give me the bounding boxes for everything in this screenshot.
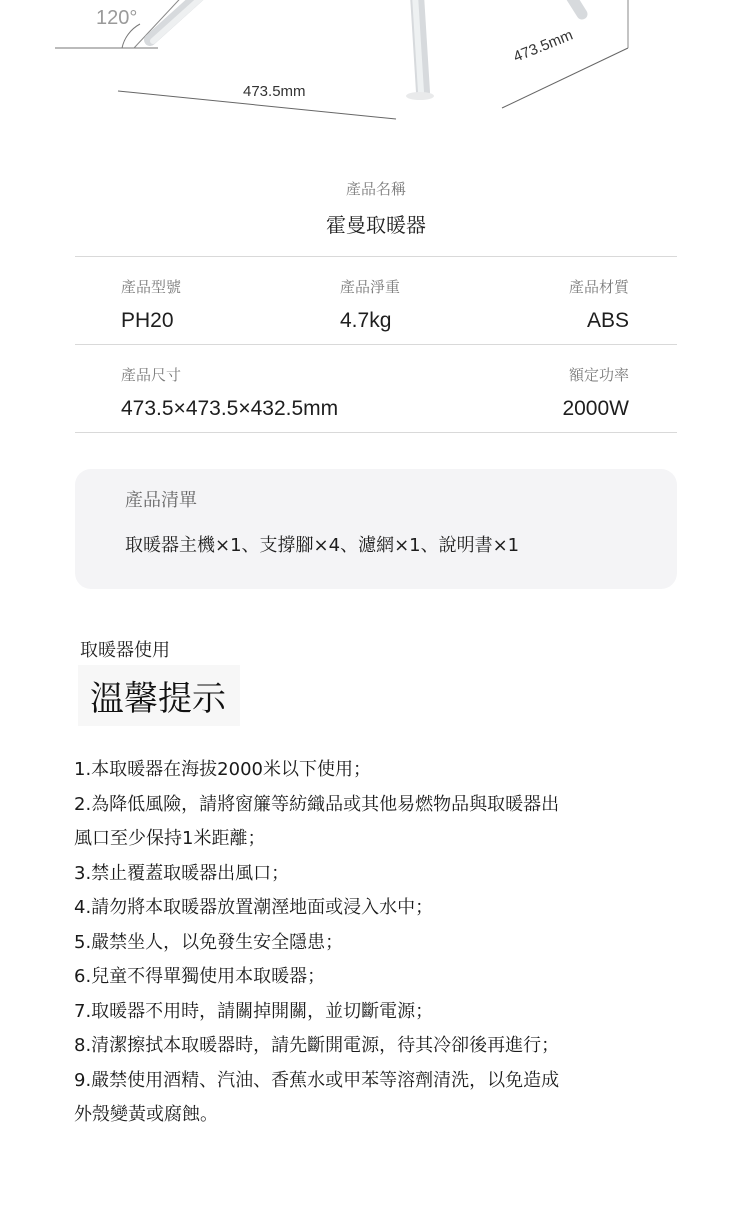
spec-weight-value: 4.7kg — [340, 309, 392, 332]
tips-title: 溫馨提示 — [78, 665, 240, 726]
angle-label: 120° — [96, 7, 138, 29]
spec-material-value: ABS — [586, 309, 629, 332]
tip-line: 風口至少保持1米距離； — [74, 828, 266, 849]
spec-model-value: PH20 — [121, 309, 174, 332]
tip-line: 4.請勿將本取暖器放置潮溼地面或浸入水中； — [74, 897, 434, 918]
spec-power-label: 額定功率 — [568, 366, 629, 384]
product-name-label: 產品名稱 — [345, 180, 406, 198]
tip-line: 7.取暖器不用時，請關掉開關，並切斷電源； — [74, 1000, 434, 1022]
spec-weight-label: 產品淨重 — [340, 278, 401, 296]
tips-subtitle: 取暖器使用 — [80, 640, 170, 661]
spec-power — [562, 364, 629, 421]
spec-size-label: 產品尺寸 — [121, 366, 182, 384]
spec-material-label: 產品材質 — [568, 278, 629, 296]
package-contents-title: 產品清單 — [125, 490, 197, 511]
tip-line: 8.清潔擦拭本取暖器時，請先斷開電源，待其冷卻後再進行； — [74, 1035, 560, 1056]
tip-line: 3.禁止覆蓋取暖器出風口； — [74, 862, 290, 884]
spec-table — [75, 178, 677, 433]
tip-line: 9.嚴禁使用酒精、汽油、香蕉水或甲苯等溶劑清洗，以免造成 — [74, 1069, 560, 1091]
spec-size-value: 473.5×473.5×432.5mm — [121, 397, 339, 420]
spec-power-value: 2000W — [562, 397, 629, 420]
spec-material — [569, 276, 629, 333]
spec-row — [75, 257, 677, 344]
divider — [75, 432, 677, 433]
depth-dimension-label: 473.5mm — [511, 26, 576, 66]
dimension-diagram — [0, 0, 750, 140]
package-contents-text: 取暖器主機×1、支撐腳×4、濾網×1、說明書×1 — [125, 535, 520, 556]
tip-line: 2.為降低風險，請將窗簾等紡織品或其他易燃物品與取暖器出 — [74, 793, 560, 815]
spec-model — [121, 276, 181, 333]
tip-line: 1.本取暖器在海拔2000米以下使用； — [74, 759, 371, 780]
spec-model-label: 產品型號 — [121, 278, 182, 296]
product-name-block — [75, 178, 677, 238]
tip-line: 外殼變黃或腐蝕。 — [74, 1104, 218, 1125]
tip-line: 6.兒童不得單獨使用本取暖器； — [74, 966, 326, 987]
spec-weight — [340, 276, 400, 333]
product-name-value: 霍曼取暖器 — [326, 213, 426, 237]
spec-size — [121, 364, 338, 421]
spec-row — [75, 345, 677, 432]
tip-line: 5.嚴禁坐人，以免發生安全隱患； — [74, 931, 344, 953]
package-contents-box — [75, 469, 677, 589]
width-dimension-label: 473.5mm — [243, 83, 306, 100]
tips-list — [74, 753, 674, 1133]
